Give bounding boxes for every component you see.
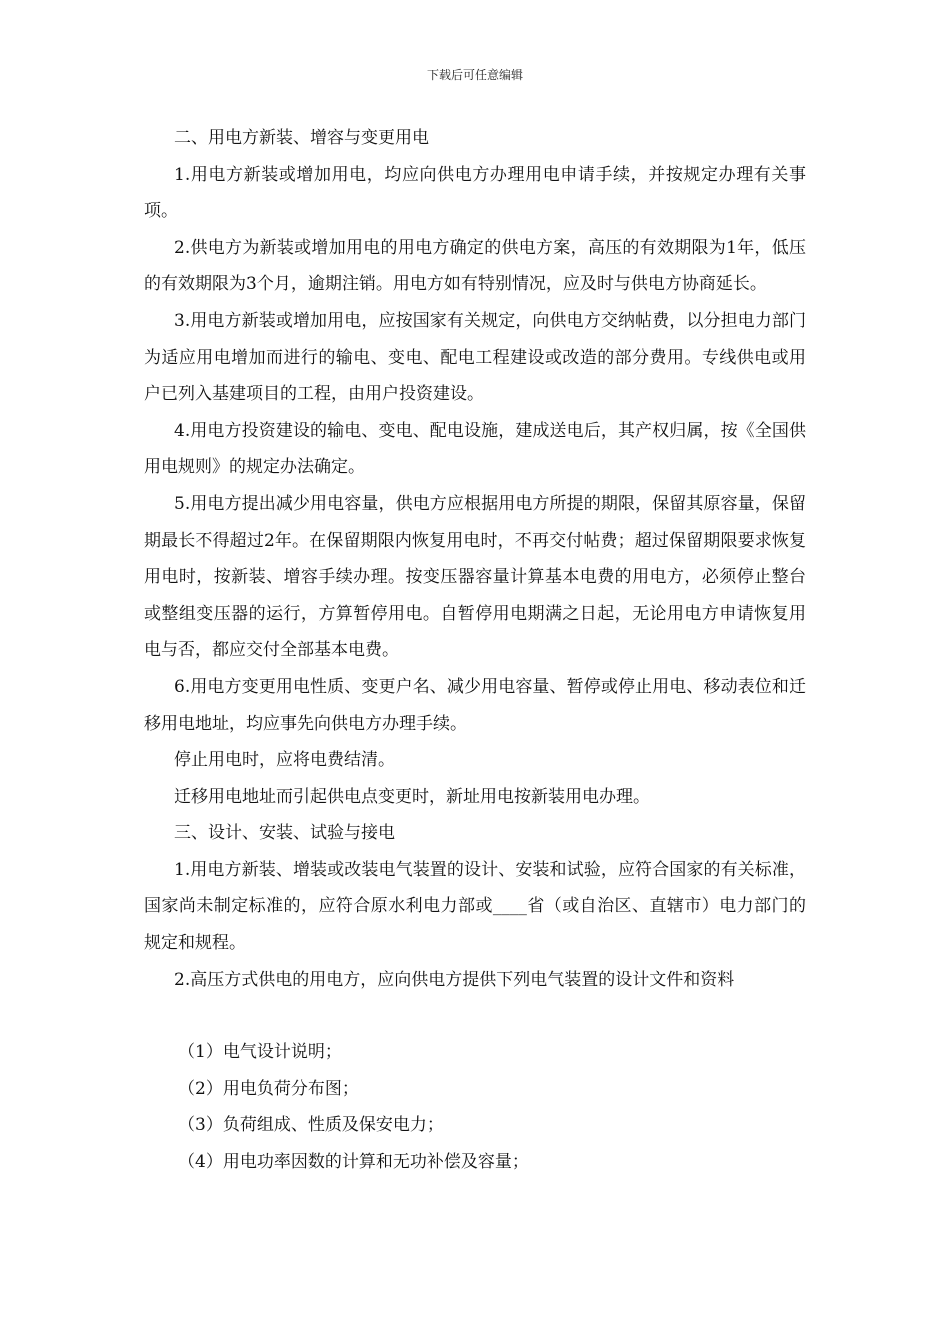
list-item: （4）用电功率因数的计算和无功补偿及容量； [178,1152,529,1173]
paragraph: 4.用电方投资建设的输电、变电、配电设施，建成送电后，其产权归属，按《全国供用电规则》的规定办法确定。 [144,420,806,478]
paragraph: 2.供电方为新装或增加用电的用电方确定的供电方案，高压的有效期限为1年，低压的有效期限为3个月，逾期注销。用电方如有特别情况，应及时与供电方协商延长。 [144,237,806,295]
paragraph: 3.用电方新装或增加用电，应按国家有关规定，向供电方交纳帖费，以分担电力部门为适应用电增加而进行的输电、变电、配电工程建设或改造的部分费用。专线供电或用户已列入基建项目的工程，由用户投资建设。 [144,310,806,405]
list-item: （2）用电负荷分布图； [178,1078,359,1099]
paragraph: 1.用电方新装或增加用电，均应向供电方办理用电申请手续，并按规定办理有关事项。 [144,164,806,222]
paragraph: 1.用电方新装、增装或改装电气装置的设计、安装和试验，应符合国家的有关标准，国家尚未制定标准的，应符合原水利电力部或____省（或自治区、直辖市）电力部门的规定和规程。 [144,859,806,954]
list-item: （1）电气设计说明； [178,1042,342,1063]
section-heading-2: 二、用电方新装、增容与变更用电 [174,128,429,148]
list-item: （3）负荷组成、性质及保安电力； [178,1115,444,1136]
document-body [144,120,806,1181]
paragraph: 5.用电方提出减少用电容量，供电方应根据用电方所提的期限，保留其原容量，保留期最长不得超过2年。在保留期限内恢复用电时，不再交付帖费；超过保留期限要求恢复用电时，按新装、增容手续办理。按变压器容量计算基本电费的用电方，必须停止整台或整组变压器的运行，方算暂停用电。自暂停用电期满之日起，无论用电方申请恢复用电与否，都应交付全部基本电费。 [144,493,806,661]
paragraph: 6.用电方变更用电性质、变更户名、减少用电容量、暂停或停止用电、移动表位和迁移用电地址，均应事先向供电方办理手续。 [144,676,806,734]
paragraph: 停止用电时，应将电费结清。 [174,750,395,771]
paragraph: 迁移用电地址而引起供电点变更时，新址用电按新装用电办理。 [174,786,650,807]
paragraph: 2.高压方式供电的用电方，应向供电方提供下列电气装置的设计文件和资料 [174,969,735,990]
page-header: 下载后可任意编辑 [426,68,523,82]
section-heading-3: 三、设计、安装、试验与接电 [174,823,395,844]
